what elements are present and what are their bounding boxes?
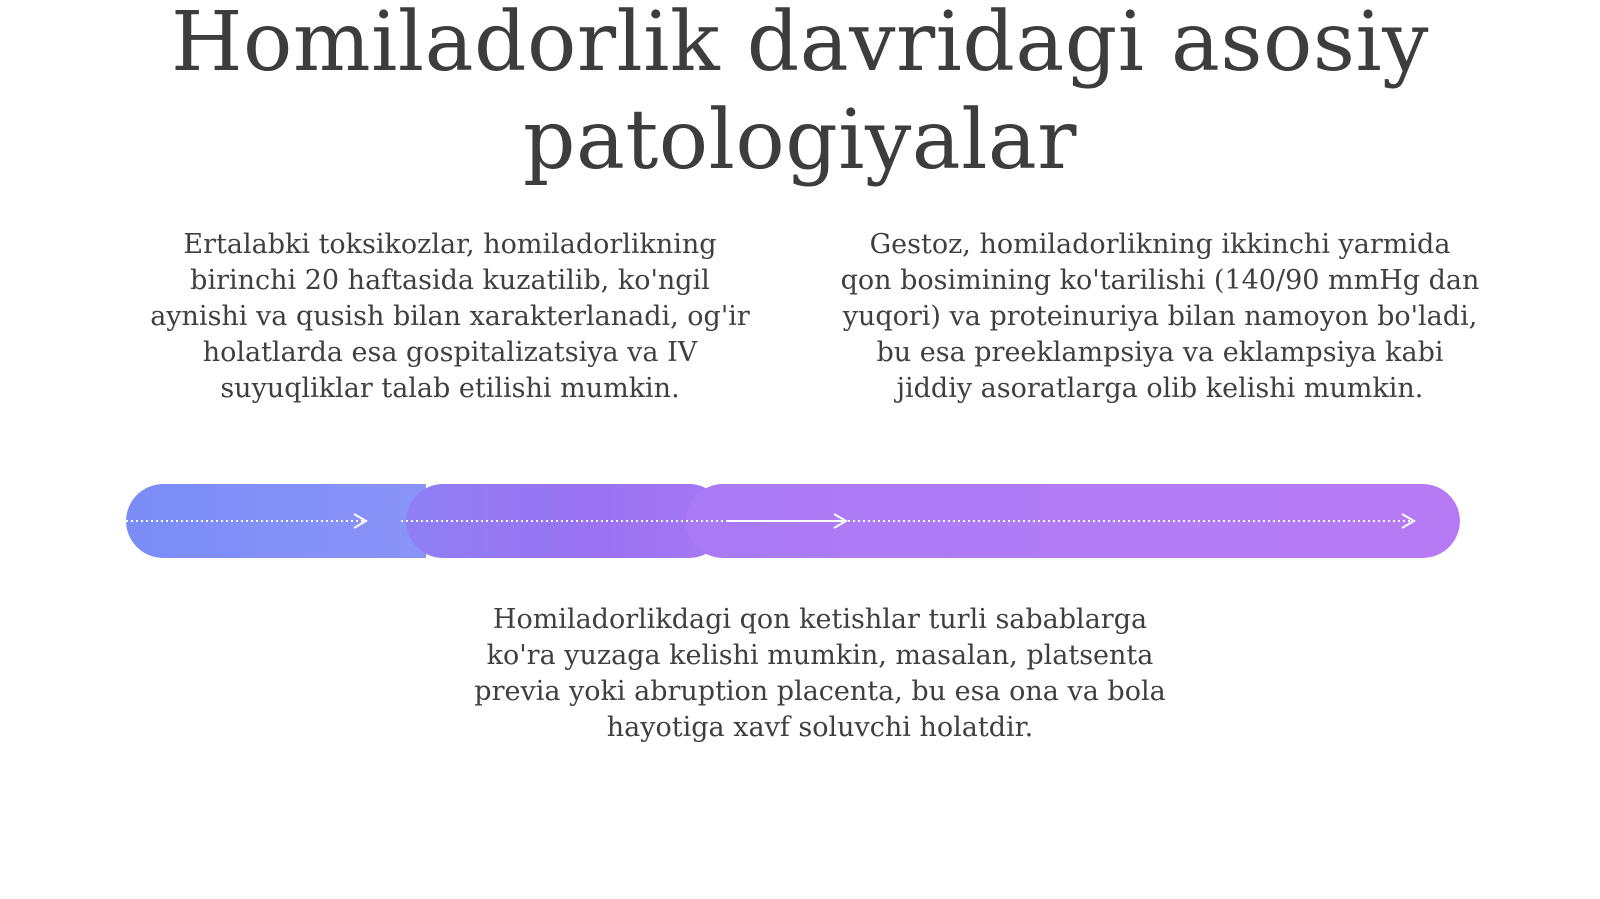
timeline-bar [126,484,1460,558]
timeline-arrows [126,484,1460,558]
arrow-head-icon [354,514,366,528]
section-text-toxicosis: Ertalabki toksikozlar, homiladorlikning birinchi 20 haftasida kuzatilib, ko'ngil aynishi va qusish bilan xarakterlanadi, og'ir holatlarda esa gospitalizatsiya va IV suyuqliklar talab etilishi mumkin. [150,229,750,404]
slide-title: Homiladorlik davridagi asosiy patologiyalar [171,0,1429,188]
section-text-gestosis: Gestoz, homiladorlikning ikkinchi yarmida qon bosimining ko'tarilishi (140/90 mmHg dan yuqori) va proteinuriya bilan namoyon bo'ladi, bu esa preeklampsiya va eklampsiya kabi jiddiy asoratlarga olib kelishi mumkin. [840,229,1480,404]
section-text-bleeding: Homiladorlikdagi qon ketishlar turli sabablarga ko'ra yuzaga kelishi mumkin, masalan, platsenta previa yoki abruption placenta, bu esa ona va bola hayotiga xavf soluvchi holatdir. [474,604,1166,743]
